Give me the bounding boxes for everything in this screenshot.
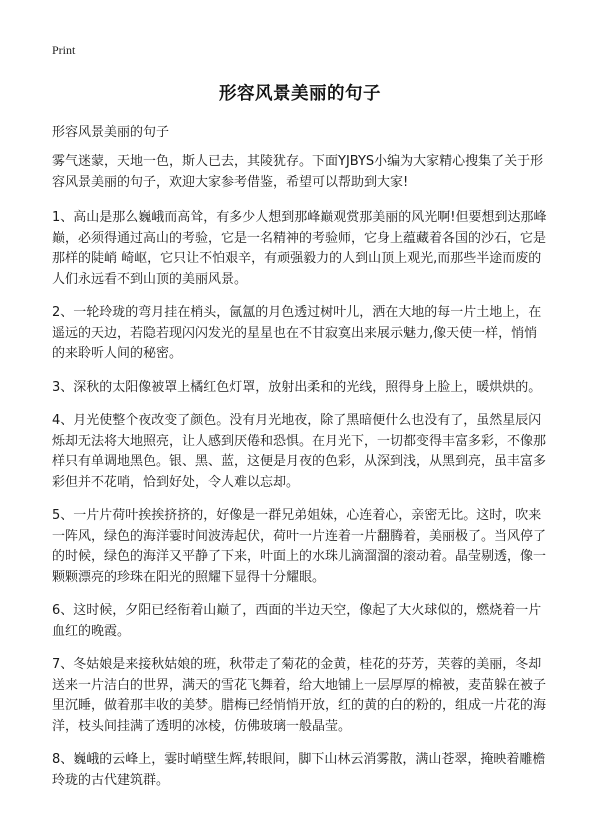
sentence-paragraph-4: 4、月光使整个夜改变了颜色。没有月光地夜，除了黑暗便什么也没有了，虽然星辰闪烁却无法将大地照亮，让人感到厌倦和恐惧。在月光下，一切都变得丰富多彩，不像那样只有单调地黑色。银、黑、蓝，这便是月夜的色彩，从深到浅，从黑到亮，虽丰富多彩但并不花哨，恰到好处，令人难以忘却。 (52, 413, 547, 490)
article-body (52, 152, 548, 804)
print-link[interactable]: Print (52, 43, 76, 57)
sentence-paragraph-1: 1、高山是那么巍峨而高耸，有多少人想到那峰巅观赏那美丽的风光啊!但要想到达那峰巅，必须得通过高山的考验，它是一名精神的考验师，它身上蕴藏着各国的沙石，它是那样的陡峭 崎岖，它只让不怕艰辛，有顽强毅力的人到山顶上观光,而那些半途而废的人们永远看不到山顶的美丽风景。 (52, 210, 547, 287)
sentence-paragraph-6: 6、这时候，夕阳已经衔着山巅了，西面的半边天空，像起了大火球似的，燃烧着一片血红的晚霞。 (52, 603, 542, 639)
intro-paragraph: 雾气迷蒙，天地一色，斯人已去，其陵犹存。下面YJBYS小编为大家精心搜集了关于形容风景美丽的句子，欢迎大家参考借鉴，希望可以帮助到大家! (52, 154, 544, 190)
sentence-paragraph-5: 5、一片片荷叶挨挨挤挤的，好像是一群兄弟姐妹，心连着心，亲密无比。这时，吹来一阵风，绿色的海洋霎时间波涛起伏，荷叶一片连着一片翻腾着，美丽极了。当风停了的时候，绿色的海洋又平静了下来，叶面上的水珠儿滴溜溜的滚动着。晶莹剔透，像一颗颗漂亮的珍珠在阳光的照耀下显得十分耀眼。 (52, 508, 547, 585)
sentence-paragraph-2: 2、一轮玲珑的弯月挂在梢头，氤氲的月色透过树叶儿，洒在大地的每一片土地上，在遥远的天边，若隐若现闪闪发光的星星也在不甘寂寞出来展示魅力,像天使一样，悄悄的来聆听人间的秘密。 (52, 305, 542, 361)
sentence-paragraph-8: 8、巍峨的云峰上，霎时峭壁生辉,转眼间，脚下山林云消雾散，满山苍翠，掩映着雕檐玲珑的古代建筑群。 (52, 752, 546, 788)
sentence-paragraph-7: 7、冬姑娘是来接秋姑娘的班，秋带走了菊花的金黄，桂花的芬芳，芙蓉的美丽，冬却送来一片洁白的世界，满天的雪花飞舞着，给大地铺上一层厚厚的棉被，麦苗躲在被子里沉睡，做着那丰收的美梦。腊梅已经悄悄开放，红的黄的白的粉的，组成一片花的海洋，枝头间挂满了透明的冰棱，仿佛玻璃一般晶莹。 (52, 657, 547, 734)
article-subtitle: 形容风景美丽的句子 (52, 125, 170, 140)
page-title: 形容风景美丽的句子 (219, 84, 381, 104)
sentence-paragraph-3: 3、深秋的太阳像被罩上橘红色灯罩，放射出柔和的光线，照得身上脸上，暖烘烘的。 (52, 379, 542, 395)
